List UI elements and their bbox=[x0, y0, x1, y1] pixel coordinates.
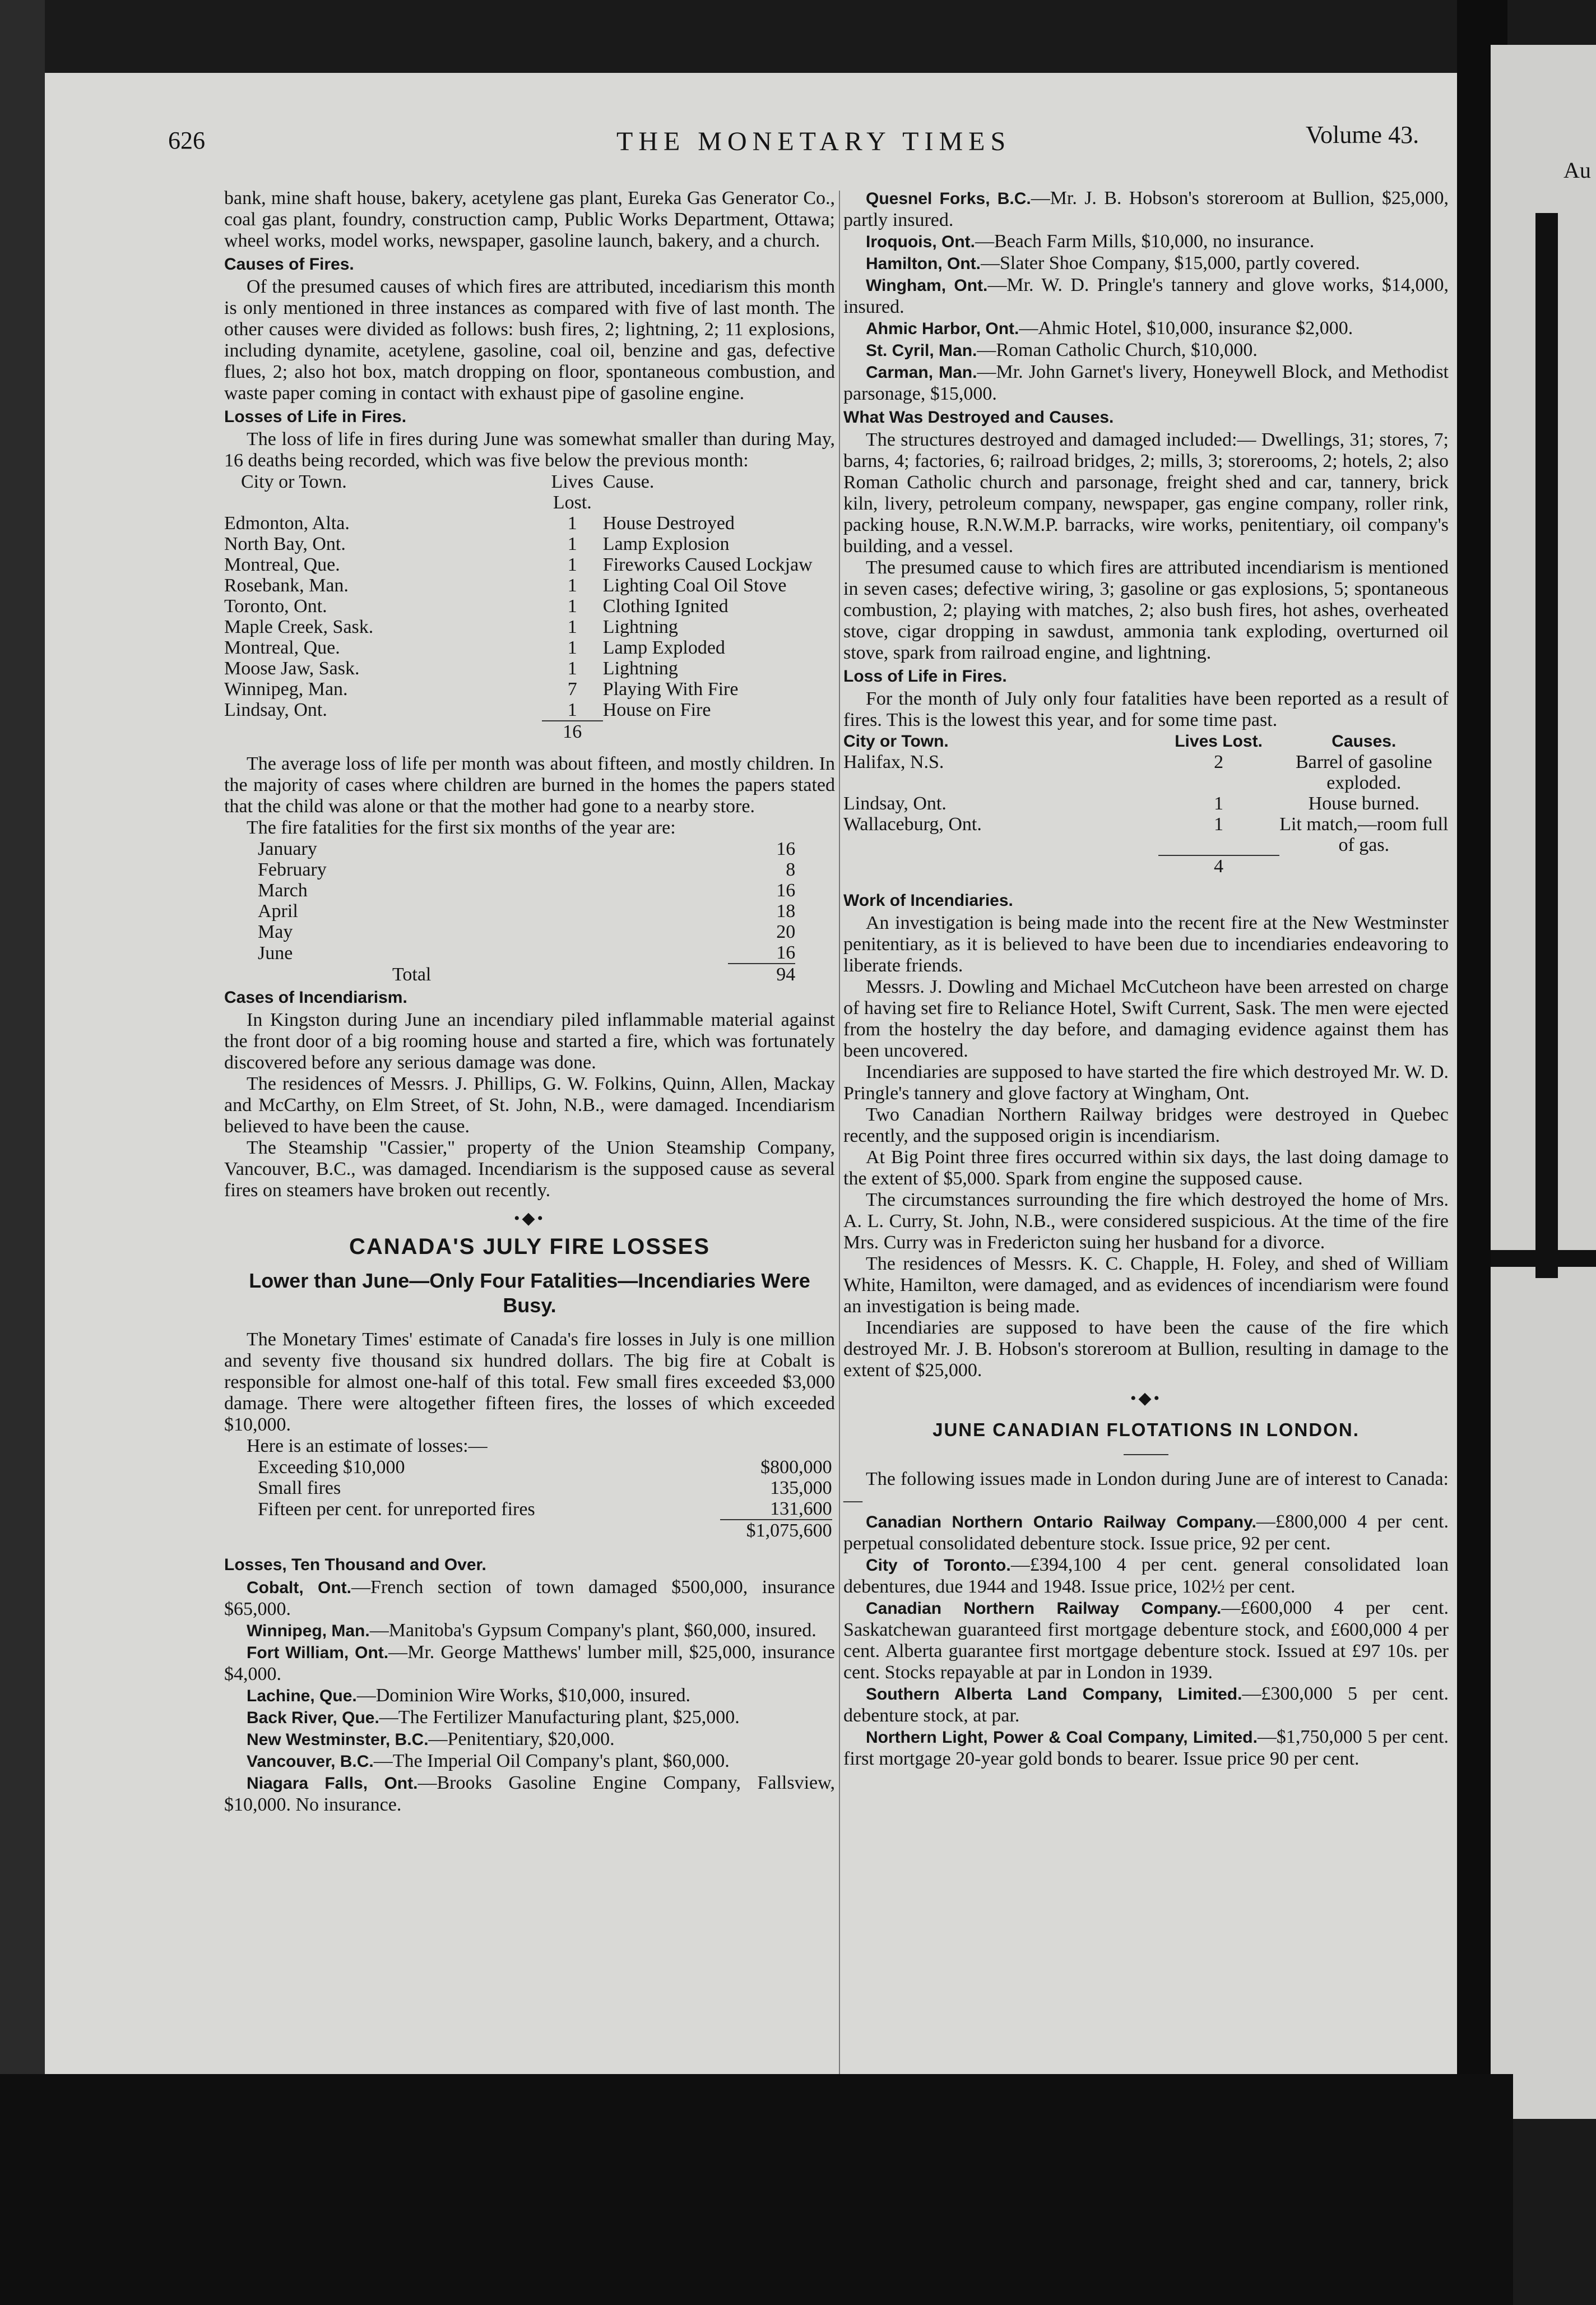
causes-paragraph: Of the presumed causes of which fires are attributed, incediarism this month is only mentioned in three instances as compared with five of last month. The other causes were divided as follows: bush fires, 2; lightning, 2; 11 explosions, including dynamite, acetylene, gasoline, coal oil, benzine and gas, defective flues, 2; also hot box, match dropping on floor, spontaneous combustion, and waste paper coming in contact with exhaust pipe of gasoline engine. bbox=[224, 276, 835, 404]
fire-entry bbox=[843, 253, 1449, 275]
table-row bbox=[258, 839, 795, 859]
monthly-fatalities-table bbox=[258, 839, 795, 985]
table-row bbox=[258, 901, 795, 922]
header-cause: Causes. bbox=[1331, 732, 1396, 751]
row-lives: 1 bbox=[567, 513, 577, 534]
flotations-rule bbox=[1124, 1454, 1168, 1455]
flotation-text: —£300,000 5 per cent. debenture stock, at par. bbox=[843, 1683, 1449, 1726]
row-cause: Lightning bbox=[602, 658, 678, 679]
flotation-text: —£800,000 4 per cent. perpetual consolidated debenture stock. Issue price, 92 per cent. bbox=[843, 1511, 1449, 1554]
row-cause: Lighting Coal Oil Stove bbox=[602, 575, 787, 596]
month-value: 16 bbox=[776, 839, 796, 859]
fire-place: Wingham, Ont. bbox=[866, 276, 988, 295]
loss-entry bbox=[224, 1707, 835, 1729]
row-lives: 1 bbox=[567, 700, 577, 720]
table-row bbox=[258, 1498, 832, 1520]
flotation-name: Northern Light, Power & Coal Company, Limited. bbox=[866, 1728, 1258, 1747]
table-total: 4 bbox=[1158, 855, 1279, 877]
flotation-name: Canadian Northern Railway Company. bbox=[866, 1599, 1222, 1618]
scan-bottom-shadow bbox=[0, 2074, 1513, 2305]
section-ornament: •◆• bbox=[513, 1209, 546, 1228]
header-city: City or Town. bbox=[241, 471, 347, 492]
intro-paragraph: bank, mine shaft house, bakery, acetylene gas plant, Eureka Gas Generator Co., coal gas plant, foundry, construction camp, Public Works Department, Ottawa; wheel works, model works, newspaper, gasoline launch, bakery, and a church. bbox=[224, 188, 835, 251]
destroyed-heading: What Was Destroyed and Causes. bbox=[843, 408, 1114, 427]
loss-text: —Dominion Wire Works, $10,000, insured. bbox=[356, 1685, 690, 1706]
loss-estimate-table bbox=[258, 1457, 832, 1541]
month-value: 16 bbox=[776, 942, 796, 963]
adjacent-page-bar bbox=[1535, 213, 1558, 1278]
table-row bbox=[843, 814, 1449, 855]
month-label: February bbox=[258, 859, 327, 880]
row-city: Moose Jaw, Sask. bbox=[224, 658, 360, 679]
months-total-label: Total bbox=[392, 964, 432, 985]
incendiaries-paragraph: Incendiaries are supposed to have been the cause of the fire which destroyed Mr. J. B. Hobson's storeroom at Bullion, resulting in damage to the extent of $25,000. bbox=[843, 1317, 1449, 1381]
flotation-entry bbox=[843, 1683, 1449, 1727]
table-row bbox=[224, 679, 835, 700]
table-total-row bbox=[258, 1520, 832, 1541]
table-row bbox=[224, 637, 835, 658]
loss-place: Winnipeg, Man. bbox=[247, 1622, 370, 1640]
month-value: 18 bbox=[776, 901, 796, 922]
incendiarism-heading: Cases of Incendiarism. bbox=[224, 988, 407, 1007]
table-row bbox=[843, 793, 1449, 814]
estimate-value: $800,000 bbox=[760, 1457, 832, 1478]
fire-place: Ahmic Harbor, Ont. bbox=[866, 320, 1019, 338]
fire-entry bbox=[843, 231, 1449, 253]
work-of-incendiaries-heading: Work of Incendiaries. bbox=[843, 891, 1013, 910]
adjacent-page-text: Au bbox=[1563, 158, 1591, 183]
left-column bbox=[224, 188, 835, 1816]
month-label: April bbox=[258, 901, 298, 922]
adjacent-page-edge bbox=[1491, 45, 1596, 2119]
fire-entry bbox=[843, 362, 1449, 405]
row-lives: 1 bbox=[567, 596, 577, 617]
month-label: May bbox=[258, 922, 293, 942]
fire-text: —Mr. W. D. Pringle's tannery and glove works, $14,000, insured. bbox=[843, 275, 1449, 317]
table-row bbox=[258, 922, 795, 942]
loss-text: —The Imperial Oil Company's plant, $60,000. bbox=[373, 1751, 730, 1771]
row-city: Rosebank, Man. bbox=[224, 575, 349, 596]
row-cause: House on Fire bbox=[602, 700, 711, 720]
estimate-value: 131,600 bbox=[770, 1498, 832, 1519]
fire-text: —Slater Shoe Company, $15,000, partly covered. bbox=[981, 253, 1360, 274]
row-city: Montreal, Que. bbox=[224, 637, 340, 658]
incendiaries-paragraph: Two Canadian Northern Railway bridges were destroyed in Quebec recently, and the supposed origin is incendiarism. bbox=[843, 1104, 1449, 1146]
right-loss-paragraph: For the month of July only four fatalities have been reported as a result of fires. This is the lowest this year, and for some time past. bbox=[843, 688, 1449, 730]
row-lives: 1 bbox=[567, 637, 577, 658]
estimate-total: $1,075,600 bbox=[720, 1520, 832, 1541]
flotation-entry bbox=[843, 1554, 1449, 1598]
fire-entry bbox=[843, 275, 1449, 318]
publication-title: THE MONETARY TIMES bbox=[616, 127, 1012, 156]
loss-entry bbox=[224, 1620, 835, 1642]
fire-entry bbox=[843, 318, 1449, 340]
table-row bbox=[258, 880, 795, 901]
flotation-name: Canadian Northern Ontario Railway Company. bbox=[866, 1513, 1256, 1531]
table-row bbox=[224, 700, 835, 721]
row-cause: Barrel of gasoline exploded. bbox=[1296, 752, 1432, 793]
row-city: Toronto, Ont. bbox=[224, 596, 327, 617]
row-cause: House Destroyed bbox=[602, 513, 735, 534]
loss-of-life-heading: Losses of Life in Fires. bbox=[224, 408, 407, 426]
loss-text: —The Fertilizer Manufacturing plant, $25,000. bbox=[379, 1707, 740, 1728]
table-row bbox=[258, 942, 795, 964]
table-header-row bbox=[224, 471, 835, 513]
fire-text: —Ahmic Hotel, $10,000, insurance $2,000. bbox=[1019, 318, 1353, 339]
fire-text: —Mr. John Garnet's livery, Honeywell Block, and Methodist parsonage, $15,000. bbox=[843, 362, 1449, 404]
loss-place: Vancouver, B.C. bbox=[247, 1752, 374, 1771]
row-lives: 1 bbox=[1214, 814, 1224, 835]
table-row bbox=[843, 752, 1449, 793]
table-row bbox=[224, 513, 835, 534]
fire-text: —Mr. J. B. Hobson's storeroom at Bullion, $25,000, partly insured. bbox=[843, 188, 1449, 230]
fatalities-intro: The fire fatalities for the first six months of the year are: bbox=[247, 817, 676, 838]
row-city: Wallaceburg, Ont. bbox=[843, 814, 982, 835]
article-title: CANADA'S JULY FIRE LOSSES bbox=[349, 1234, 711, 1259]
row-city: Lindsay, Ont. bbox=[224, 700, 327, 720]
fire-entry bbox=[843, 188, 1449, 231]
right-loss-of-life-heading: Loss of Life in Fires. bbox=[843, 667, 1007, 686]
average-paragraph: The average loss of life per month was about fifteen, and mostly children. In the majority of cases where children are burned in the homes the papers stated that the child was alone or that the mother had gone to a nearby store. bbox=[224, 753, 835, 817]
flotation-text: —$1,750,000 5 per cent. first mortgage 20-year gold bonds to bearer. Issue price 90 per cent. bbox=[843, 1727, 1449, 1769]
flotation-entry bbox=[843, 1598, 1449, 1683]
month-label: January bbox=[258, 839, 317, 859]
fire-place: Carman, Man. bbox=[866, 363, 977, 382]
incendiarism-paragraph-2: The residences of Messrs. J. Phillips, G. W. Folkins, Quinn, Allen, Mackay and McCarthy, on Elm Street, of St. John, N.B., were damaged. Incendiarism believed to have been the cause. bbox=[224, 1073, 835, 1137]
adjacent-page-rule bbox=[1491, 1250, 1596, 1267]
table-row bbox=[224, 554, 835, 575]
table-row bbox=[258, 1478, 832, 1498]
month-label: March bbox=[258, 880, 308, 901]
row-city: Winnipeg, Man. bbox=[224, 679, 348, 700]
table-total-row bbox=[224, 721, 835, 742]
estimate-label: Fifteen per cent. for unreported fires bbox=[258, 1498, 535, 1520]
header-lives: Lives Lost. bbox=[551, 471, 594, 513]
loss-text: —Manitoba's Gypsum Company's plant, $60,000, insured. bbox=[369, 1620, 816, 1641]
article-subtitle: Lower than June—Only Four Fatalities—Incendiaries Were Busy. bbox=[249, 1269, 810, 1317]
row-cause: Lamp Explosion bbox=[602, 534, 730, 554]
row-city: Lindsay, Ont. bbox=[843, 793, 947, 814]
table-total-row bbox=[843, 855, 1449, 877]
incendiaries-paragraph: Messrs. J. Dowling and Michael McCutcheon have been arrested on charge of having set fire to Reliance Hotel, Swift Current, Sask. The men were ejected from the hostelry the day before, and damaging evidence against them has been uncovered. bbox=[843, 976, 1449, 1061]
right-column bbox=[843, 188, 1449, 1770]
row-cause: Lightning bbox=[602, 617, 678, 637]
table-row bbox=[258, 859, 795, 880]
row-lives: 2 bbox=[1214, 752, 1224, 772]
flotation-name: Southern Alberta Land Company, Limited. bbox=[866, 1685, 1242, 1704]
table-total-row bbox=[258, 964, 795, 985]
fire-entry bbox=[843, 340, 1449, 362]
row-city: Halifax, N.S. bbox=[843, 752, 944, 772]
scan-left-edge bbox=[0, 0, 45, 2305]
months-total: 94 bbox=[728, 964, 795, 985]
loss-entry bbox=[224, 1577, 835, 1620]
row-cause: Lamp Exploded bbox=[602, 637, 725, 658]
header-lives: Lives Lost. bbox=[1175, 732, 1263, 751]
loss-place: Lachine, Que. bbox=[247, 1687, 357, 1705]
column-divider bbox=[839, 191, 840, 2164]
month-label: June bbox=[258, 942, 293, 964]
incendiaries-paragraph: Incendiaries are supposed to have started the fire which destroyed Mr. W. D. Pringle's tannery and glove factory at Wingham, Ont. bbox=[843, 1062, 1449, 1104]
row-lives: 1 bbox=[567, 617, 577, 637]
loss-place: New Westminster, B.C. bbox=[247, 1730, 429, 1749]
flotation-entry bbox=[843, 1727, 1449, 1770]
incendiaries-paragraph: An investigation is being made into the recent fire at the New Westminster penitentiary, as it is believed to have been due to incendiaries endeavoring to liberate friends. bbox=[843, 913, 1449, 976]
loss-text: —French section of town damaged $500,000, insurance $65,000. bbox=[224, 1577, 835, 1619]
loss-text: —Penitentiary, $20,000. bbox=[428, 1729, 615, 1749]
month-value: 20 bbox=[776, 922, 796, 942]
loss-entry bbox=[224, 1772, 835, 1816]
destroyed-paragraph: The structures destroyed and damaged included:— Dwellings, 31; stores, 7; barns, 4; factories, 6; railroad bridges, 2; mills, 3; storerooms, 2; hotels, 2; also Roman Catholic church and parsonage, freight shed and car, tannery, brick kiln, livery, petroleum company, newspaper, gas engine company, roller rink, packing house, R.N.W.M.P. barracks, wire works, penitentiary, oil company's building, and a vessel. bbox=[843, 429, 1449, 557]
fire-place: St. Cyril, Man. bbox=[866, 341, 977, 360]
fire-text: —Roman Catholic Church, $10,000. bbox=[977, 340, 1258, 360]
month-value: 16 bbox=[776, 880, 796, 901]
july-fatalities-table bbox=[843, 731, 1449, 877]
row-city: North Bay, Ont. bbox=[224, 534, 346, 554]
loss-entry bbox=[224, 1729, 835, 1751]
flotation-text: —£600,000 4 per cent. Saskatchewan guaranteed first mortgage debenture stock, and £600,000 4 per cent. Alberta guarantee first mortgage debenture stock. Issued at £97 10s. per cent. Stocks repayable at par in London in 1939. bbox=[843, 1598, 1449, 1683]
row-lives: 1 bbox=[1214, 793, 1224, 814]
table-total: 16 bbox=[542, 721, 603, 742]
loss-place: Fort William, Ont. bbox=[247, 1644, 389, 1662]
loss-place: Niagara Falls, Ont. bbox=[247, 1774, 418, 1793]
incendiarism-paragraph-3: The Steamship "Cassier," property of the Union Steamship Company, Vancouver, B.C., was damaged. Incendiarism is the supposed cause as several fires on steamers have broken out recently. bbox=[224, 1137, 835, 1201]
incendiaries-paragraph: The residences of Messrs. K. C. Chapple, H. Foley, and shed of William White, Hamilton, were damaged, and as evidences of incendiarism were found an investigation is being made. bbox=[843, 1253, 1449, 1317]
table-row bbox=[224, 596, 835, 617]
estimate-intro: Here is an estimate of losses:— bbox=[247, 1436, 488, 1456]
row-city: Maple Creek, Sask. bbox=[224, 617, 374, 637]
section-ornament: •◆• bbox=[1130, 1389, 1162, 1408]
flotations-intro: The following issues made in London during June are of interest to Canada:— bbox=[843, 1469, 1449, 1511]
fire-text: —Beach Farm Mills, $10,000, no insurance. bbox=[975, 231, 1315, 252]
estimate-paragraph: The Monetary Times' estimate of Canada's fire losses in July is one million and seventy five thousand six hundred dollars. The big fire at Cobalt is responsible for almost one-half of this total. Few small fires exceeded $3,000 damage. There were altogether fifteen fires, the losses of which exceeded $10,000. bbox=[224, 1329, 835, 1435]
table-row bbox=[224, 534, 835, 554]
fire-place: Iroquois, Ont. bbox=[866, 233, 975, 251]
row-cause: Fireworks Caused Lockjaw bbox=[602, 554, 813, 575]
header-cause: Cause. bbox=[602, 471, 655, 492]
incendiarism-paragraph-1: In Kingston during June an incendiary piled inflammable material against the front door of a big rooming house and started a fire, which was fortunately discovered before any serious damage was done. bbox=[224, 1010, 835, 1073]
loss-place: Cobalt, Ont. bbox=[247, 1579, 351, 1597]
row-lives: 1 bbox=[567, 554, 577, 575]
loss-text: —Mr. George Matthews' lumber mill, $25,000, insurance $4,000. bbox=[224, 1642, 836, 1684]
estimate-label: Exceeding $10,000 bbox=[258, 1457, 405, 1478]
table-row bbox=[224, 575, 835, 596]
loss-of-life-paragraph: The loss of life in fires during June was somewhat smaller than during May, 16 deaths being recorded, which was five below the previous month: bbox=[224, 429, 835, 471]
june-fatalities-table bbox=[224, 471, 835, 742]
page-header bbox=[168, 121, 1457, 165]
row-city: Edmonton, Alta. bbox=[224, 513, 350, 534]
loss-text: —Brooks Gasoline Engine Company, Fallsview, $10,000. No insurance. bbox=[224, 1772, 835, 1815]
causes-heading: Causes of Fires. bbox=[224, 255, 354, 274]
flotation-name: City of Toronto. bbox=[866, 1556, 1011, 1575]
estimate-value: 135,000 bbox=[770, 1478, 832, 1498]
row-cause: Playing With Fire bbox=[602, 679, 739, 700]
flotation-entry bbox=[843, 1511, 1449, 1554]
loss-entry bbox=[224, 1751, 835, 1772]
row-cause: Clothing Ignited bbox=[602, 596, 729, 617]
table-header-row bbox=[843, 731, 1449, 752]
row-lives: 1 bbox=[567, 658, 577, 679]
month-value: 8 bbox=[786, 859, 796, 880]
estimate-label: Small fires bbox=[258, 1478, 341, 1498]
cause-paragraph: The presumed cause to which fires are attributed incendiarism is mentioned in seven cases; defective wiring, 3; gasoline or gas explosions, 5; spontaneous combustion, 2; playing with matches, 2; also bush fires, hot ashes, overheated stove, cigar dropping in sawdust, ammonia tank exploding, overturned oil stove, spark from railroad engine, and lightning. bbox=[843, 557, 1449, 663]
page-number: 626 bbox=[168, 127, 205, 154]
volume-label: Volume 43. bbox=[1306, 121, 1419, 149]
flotation-text: —£394,100 4 per cent. general consolidated loan debentures, due 1944 and 1948. Issue price, 102½ per cent. bbox=[843, 1554, 1449, 1597]
table-row bbox=[224, 658, 835, 679]
loss-place: Back River, Que. bbox=[247, 1709, 379, 1727]
incendiaries-paragraph: The circumstances surrounding the fire which destroyed the home of Mrs. A. L. Curry, St. John, N.B., were considered suspicious. At the time of the fire Mrs. Curry was in Fredericton suing her husband for a divorce. bbox=[843, 1189, 1449, 1253]
fire-place: Hamilton, Ont. bbox=[866, 254, 981, 273]
row-cause: House burned. bbox=[1308, 793, 1419, 814]
header-city: City or Town. bbox=[843, 732, 949, 751]
row-lives: 1 bbox=[567, 534, 577, 554]
row-lives: 7 bbox=[567, 679, 577, 700]
flotations-title: JUNE CANADIAN FLOTATIONS IN LONDON. bbox=[932, 1419, 1360, 1440]
fire-place: Quesnel Forks, B.C. bbox=[866, 189, 1031, 208]
incendiaries-paragraph: At Big Point three fires occurred within six days, the last doing damage to the extent of $5,000. Spark from engine the supposed cause. bbox=[843, 1147, 1449, 1189]
row-city: Montreal, Que. bbox=[224, 554, 340, 575]
table-row bbox=[258, 1457, 832, 1478]
loss-entry bbox=[224, 1642, 835, 1685]
row-cause: Lit match,—room full of gas. bbox=[1279, 814, 1449, 855]
loss-entry bbox=[224, 1685, 835, 1707]
losses-heading: Losses, Ten Thousand and Over. bbox=[224, 1556, 486, 1574]
row-lives: 1 bbox=[567, 575, 577, 596]
table-row bbox=[224, 617, 835, 637]
